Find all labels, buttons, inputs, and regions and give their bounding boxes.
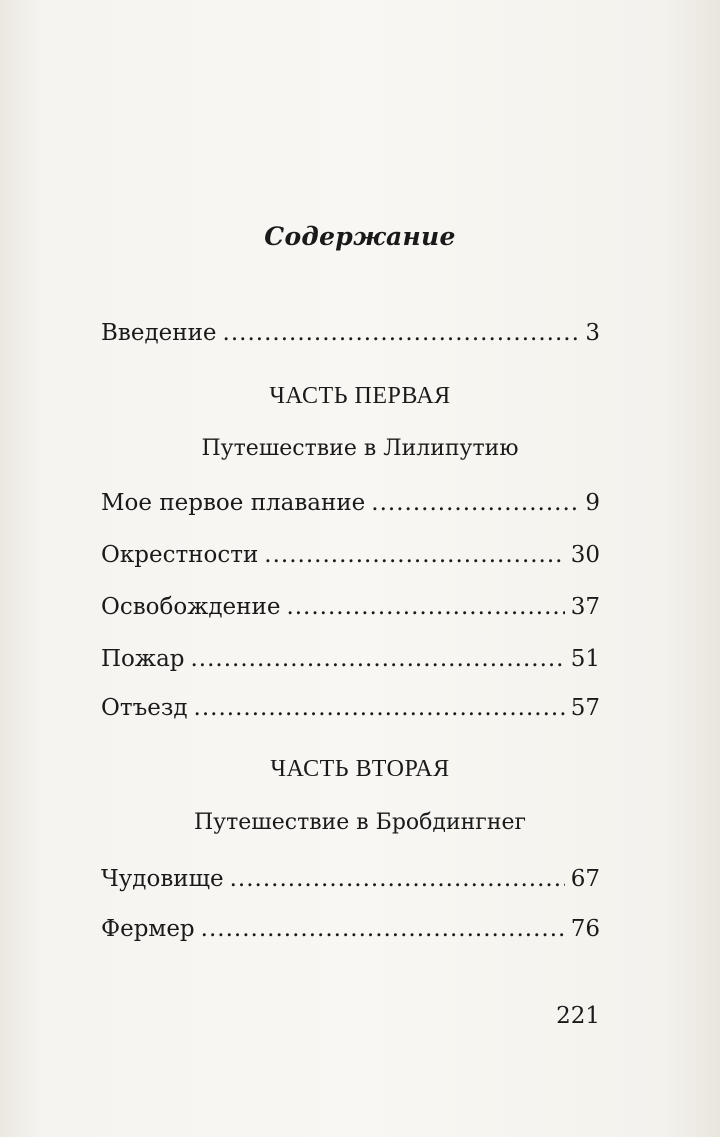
toc-entry (101, 864, 600, 894)
dot-leader (371, 488, 579, 518)
page-number: 221 (556, 1003, 600, 1029)
toc-entry-label: Окрестности (101, 542, 259, 568)
toc-entry-label: Фермер (101, 916, 195, 942)
toc-entry (101, 644, 600, 674)
toc-entry (101, 488, 600, 518)
toc-entry-page: 57 (570, 695, 600, 721)
dot-leader (223, 318, 580, 348)
toc-entry-label: Освобождение (101, 594, 281, 620)
toc-entry-label: Введение (101, 320, 217, 346)
part-heading: ЧАСТЬ ВТОРАЯ (270, 756, 450, 782)
dot-leader (191, 644, 565, 674)
toc-entry-label: Мое первое плавание (101, 490, 366, 516)
page-title: Содержание (264, 222, 456, 251)
toc-entry-page: 37 (570, 594, 600, 620)
toc-entry-page: 51 (570, 646, 600, 672)
part-subtitle: Путешествие в Бробдингнег (193, 810, 527, 835)
toc-entry-page: 67 (570, 866, 600, 892)
dot-leader (201, 914, 565, 944)
toc-entry-page: 30 (570, 542, 600, 568)
dot-leader (264, 540, 564, 570)
toc-entry-page: 76 (570, 916, 600, 942)
toc-entry (101, 540, 600, 570)
toc-entry-page: 9 (585, 490, 600, 516)
toc-entry-label: Чудовище (101, 866, 224, 892)
toc-entry (101, 693, 600, 723)
dot-leader (286, 592, 564, 622)
toc-entry-label: Пожар (101, 646, 185, 672)
dot-leader (230, 864, 565, 894)
toc-entry (101, 592, 600, 622)
part-heading: ЧАСТЬ ПЕРВАЯ (269, 383, 451, 409)
toc-entry-page: 3 (585, 320, 600, 346)
part-subtitle: Путешествие в Лилипутию (201, 436, 519, 461)
dot-leader (194, 693, 565, 723)
toc-entry-intro (101, 318, 600, 348)
toc-entry-label: Отъезд (101, 695, 188, 721)
toc-entry (101, 914, 600, 944)
